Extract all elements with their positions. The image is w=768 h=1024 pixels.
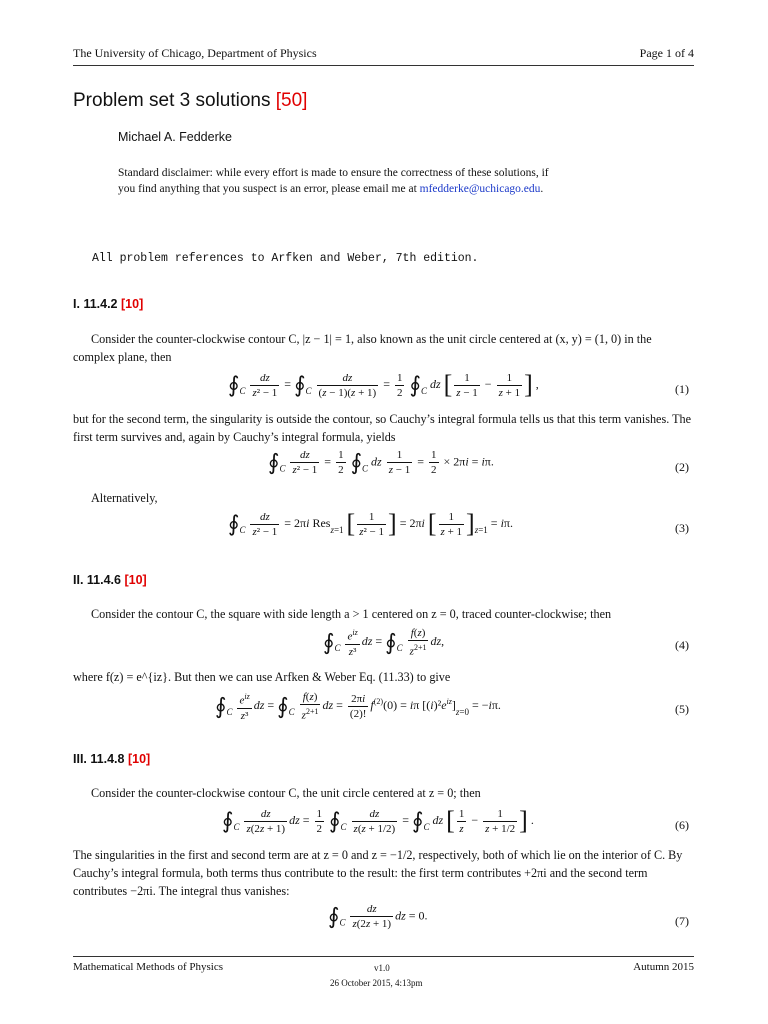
footer-rule [73,956,694,957]
equation-6: $∮_C$ $\frac{dz}{z(2z + 1)}$ dz = $\frac{1}{2}$ $∮_C$ $\frac{dz}{z(z + 1/2)}$ = $∮_C$ dz [ $\frac{1}{z}$ − $\frac{1}{z + 1/2}$ ] . [222,806,534,835]
footer-center: v1.0 [374,963,390,973]
section-3-para-2: The singularities in the first and second term are at z = 0 and z = −1/2, respectively, both of which lie on the interior of C. By Cauchy’s integral formula, both terms thus contribute to the result: the first term contributes +2πi and the second term contributes −2πi. The integral thus vanishes: [73,848,683,898]
section-1-points: [10] [121,297,144,311]
equation-number-3: (3) [675,521,689,535]
section-3-num: III. [73,752,87,766]
section-2-points: [10] [124,573,147,587]
equation-number-2: (2) [675,460,689,474]
equation-4: $∮_C$ $\frac{e^{iz}}{\text{z³}}$ dz = $∮_C$ $\frac{f(z)}{z^{2+1}}$ dz, [323,627,445,658]
footer-right: Autumn 2015 [633,961,694,973]
footer-left: Mathematical Methods of Physics [73,961,224,973]
header-left: The University of Chicago, Department of Physics [73,46,317,60]
disclaimer-text: Standard disclaimer: while every effort is made to ensure the correctness of these solutions, if you find anything that you suspect is an error, please email me at [118,167,549,195]
header-rule [73,65,694,66]
equation-number-7: (7) [675,914,689,928]
title-text: Problem set 3 solutions [73,90,276,111]
equation-7: $∮_C$ $\frac{dz}{z(2z + 1)}$ dz = 0. [328,903,428,930]
equation-number-5: (5) [675,702,689,716]
section-1-heading [73,297,143,311]
section-3-title: 11.4.8 [90,752,125,766]
footer-date: 26 October 2015, 4:13pm [330,978,423,988]
section-3-para-1: Consider the counter-clockwise contour C, the unit circle centered at z = 0; then [91,786,481,800]
equation-5: $∮_C$ $\frac{e^{iz}}{\text{z³}}$ dz = $∮_C$ $\frac{f(z)}{z^{2+1}}$ dz = $\frac{2\pi i}{(2)!}$ $f^{(2)}(0) = i\pi$ $[(i)^2e^{iz}]_{z=0} = -i\pi$. [215,691,501,722]
equation-number-6: (6) [675,818,689,832]
section-3-points: [10] [127,752,151,766]
disclaimer-end: . [540,183,544,195]
equation-2: $∮_C$ $\frac{dz}{\text{z² − 1}}$ = $\frac{1}{2}$ $∮_C$ dz $\frac{1}{z - 1}$ = $\frac{1}{2}$ × 2πi = iπ. [268,449,494,476]
section-2-num: II. [73,573,84,587]
section-2-title: 11.4.6 [86,573,121,587]
header-right: Page 1 of 4 [639,46,694,60]
equation-number-1: (1) [675,382,689,396]
equation-number-4: (4) [675,638,689,652]
section-1-para-1: Consider the counter-clockwise contour C, |z − 1| = 1, also known as the unit circle centered at (x, y) = (1, 0) in the complex plane, then [73,332,652,364]
section-2-heading [73,573,147,587]
section-2-para-1: Consider the contour C, the square with side length a > 1 centered on z = 0, traced counter-clockwise; then [91,607,612,621]
equation-3: $∮_C$ $\frac{dz}{\text{z² − 1}}$ = 2πi Res$_{z=1}$ [ $\frac{1}{\text{z² − 1}}$ ] = 2πi [ $\frac{1}{z + 1}$ ]$_{z=1} = i\pi$. [228,509,513,538]
equation-1: $∮_C$ $\frac{dz}{\text{z² − 1}}$ = $∮_C$ $\frac{dz}{(z - 1)(z + 1)}$ = $\frac{1}{2}$ $∮_C$ dz [ $\frac{1}{z - 1}$ − $\frac{1}{z + 1}$ ] , [228,370,539,399]
section-1-num: I. [73,297,80,311]
section-2-para-2: where f(z) = e^{iz}. But then we can use Arfken & Weber Eq. (11.33) to give [73,670,451,684]
page-title [73,90,307,112]
disclaimer [118,165,568,197]
section-1-title: 11.4.2 [83,297,118,311]
reference-note: All problem references to Arfken and Weber, 7th edition. [92,252,479,265]
section-3-heading [73,752,150,766]
title-points: [50] [275,90,308,111]
email-link[interactable]: mfedderke@uchicago.edu [419,183,541,195]
section-1-para-3: Alternatively, [91,491,158,505]
section-1-para-2: but for the second term, the singularity is outside the contour, so Cauchy’s integral formula tells us that this term vanishes. The first term survives and, again by Cauchy’s integral formula, yields [73,412,692,444]
author: Michael A. Fedderke [118,130,232,144]
